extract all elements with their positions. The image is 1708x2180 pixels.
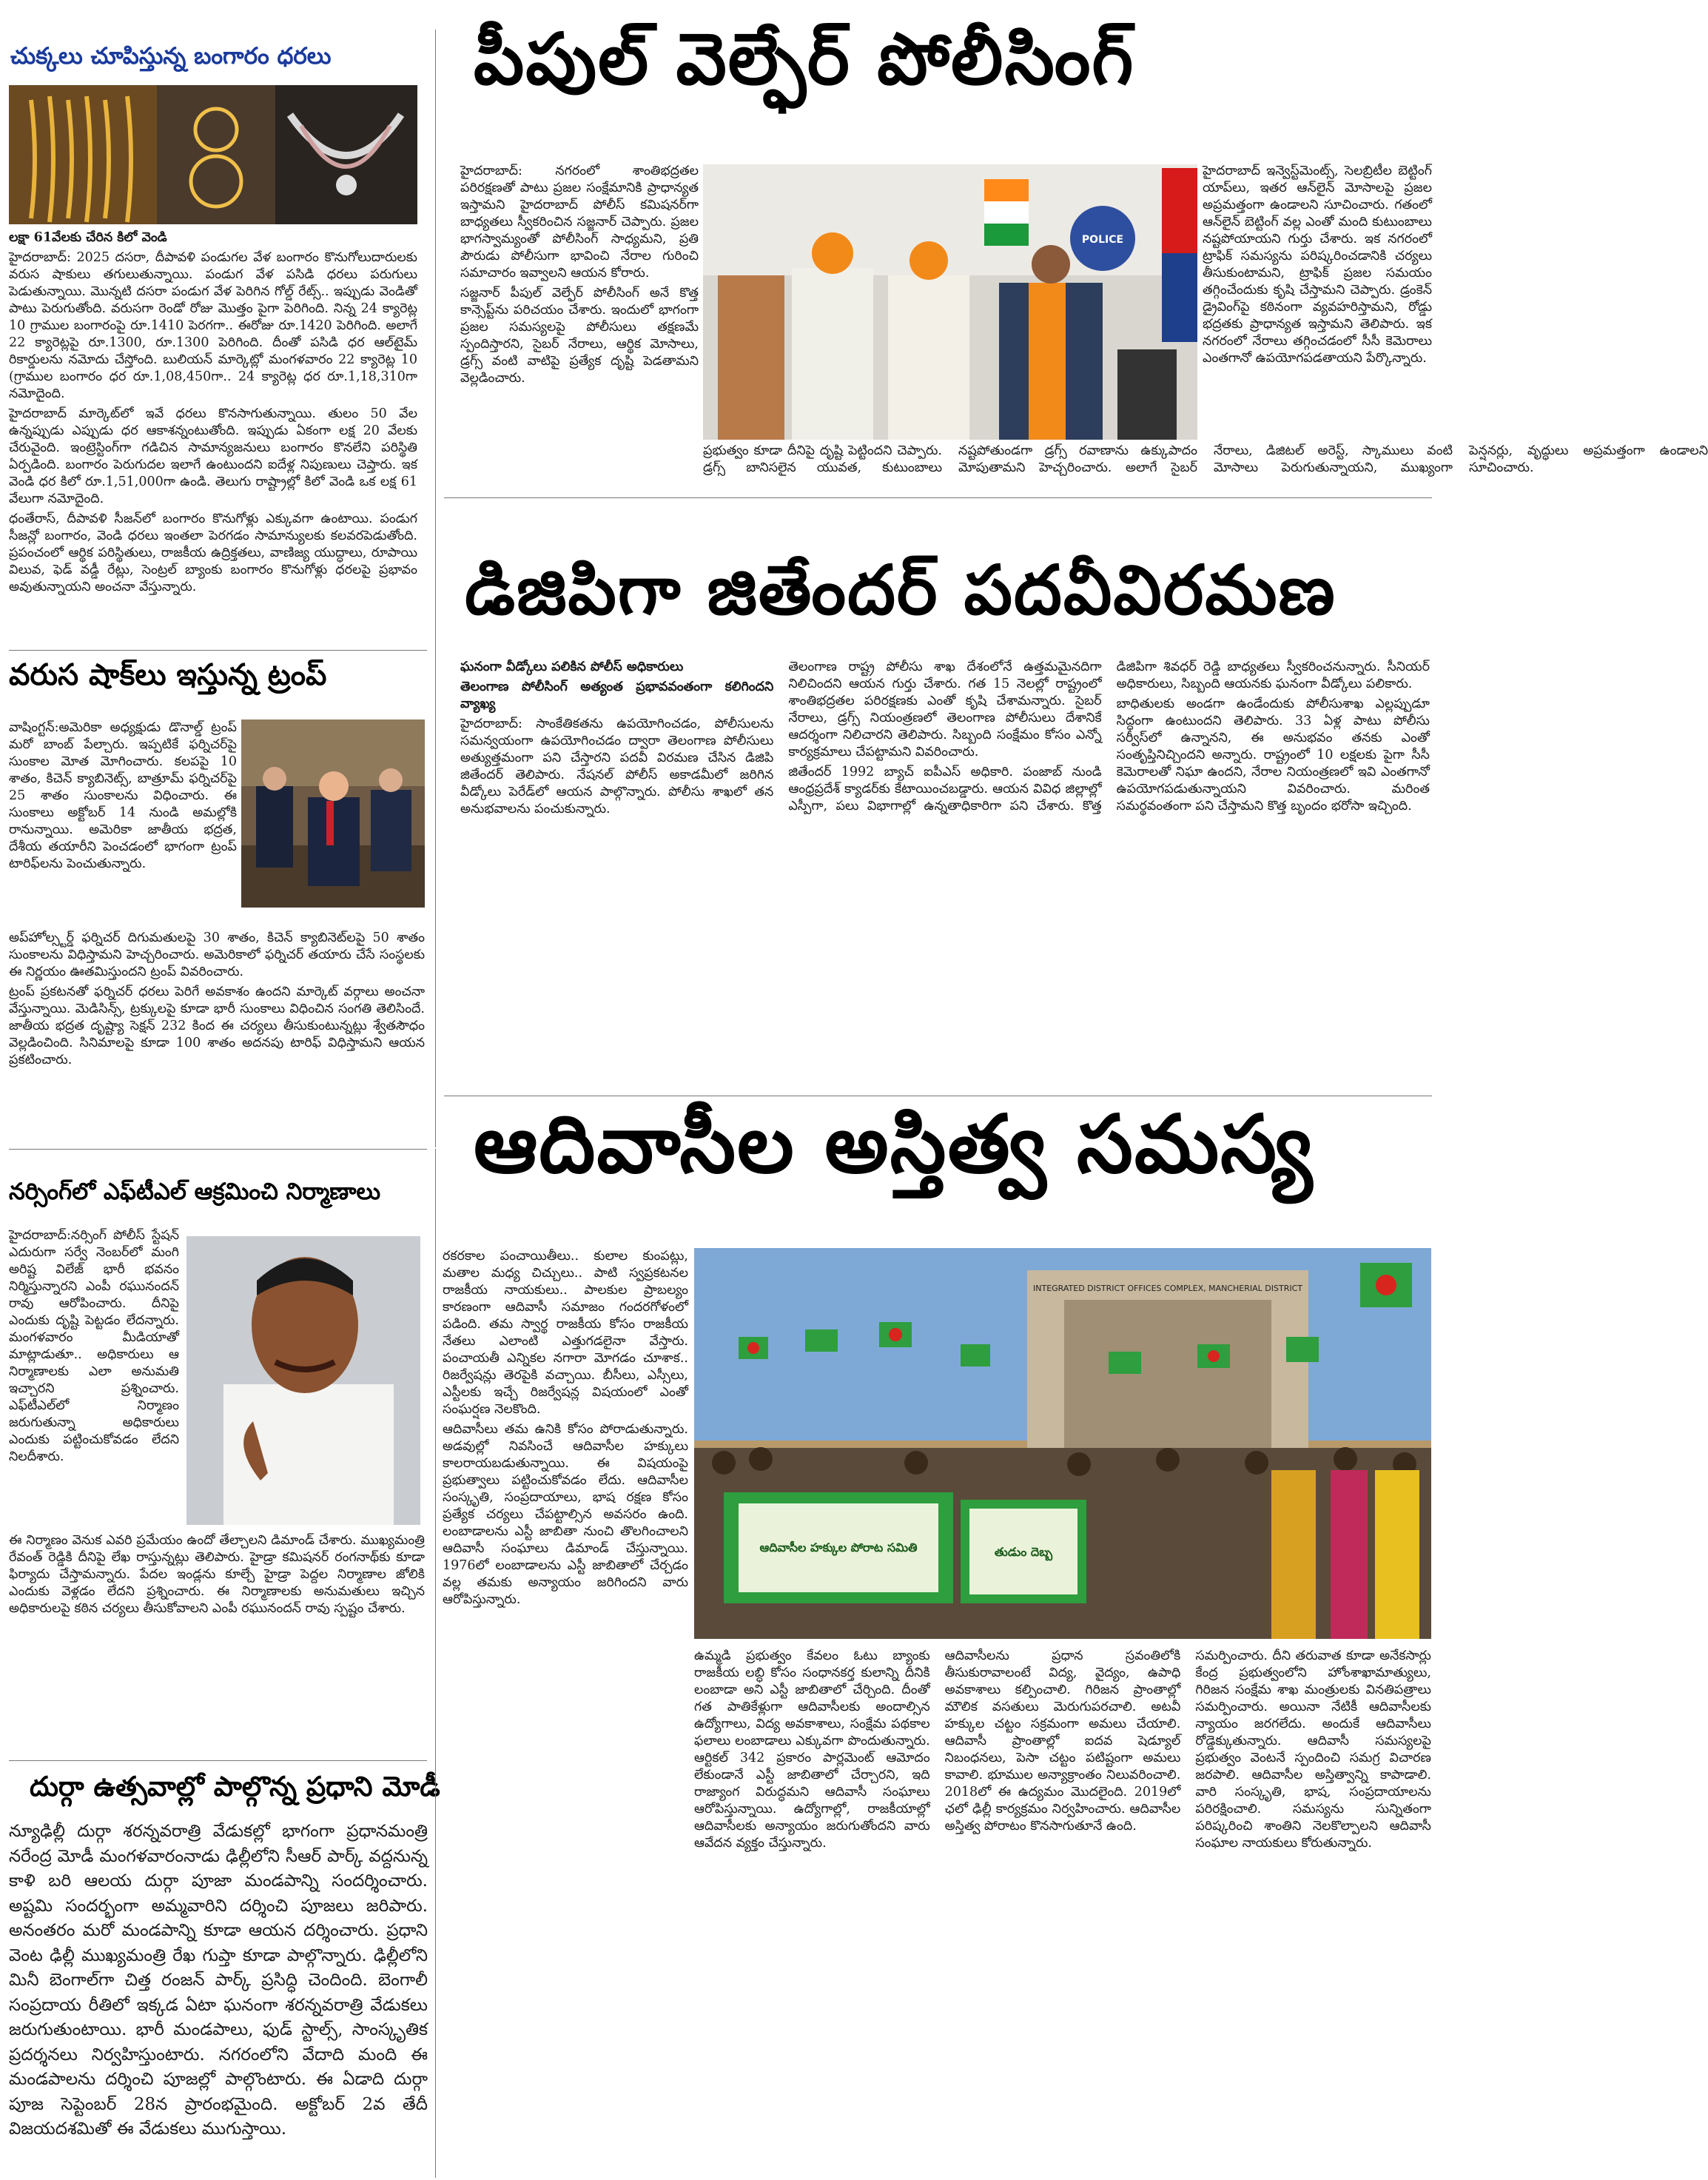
modi-article bbox=[9, 1820, 428, 2175]
gold-article bbox=[9, 229, 417, 648]
dgp-para-2: తెలంగాణ రాష్ట్ర పోలీసు శాఖ దేశంలోనే ఉత్తమమైనదిగా నిలిచిందని ఆయన గుర్తు చేశారు. గత 15 నెలల్లో రాష్ట్రంలో శాంతిభద్రతల పరిరక్షణకు ఎంతో కృషి చేశామన్నారు. సైబర్ నేరాలు, డ్రగ్స్ నియంత్రణలో తెలంగాణ పోలీసులు దేశానికే ఆదర్శంగా నిలిచారని తెలిపారు. సిబ్బంది సంక్షేమం కోసం ఎన్నో కార్యక్రమాలు చేపట్టామని వివరించారు. bbox=[788, 660, 1102, 759]
adivasi-left-column bbox=[443, 1248, 688, 1932]
trump-para-3: ట్రంప్ ప్రకటనతో ఫర్నిచర్ ధరలు పెరిగే అవకాశం ఉందని మార్కెట్ వర్గాలు అంచనా వేస్తున్నాయి. మెడిసిన్స్, ట్రక్కులపై కూడా భారీ సుంకాలు విధించిన సంగతి తెలిసిందే. జాతీయ భద్రత దృష్ట్యా సెక్షన్ 232 కింద ఈ చర్యలు తీసుకుంటున్నట్లు శ్వేతసౌధం వెల్లడించింది. సినిమాలపై కూడా 100 శాతం అదనపు టారిఫ్‌ విధిస్తామని ఆయన ప్రకటించారు. bbox=[9, 985, 425, 1067]
nursing-article-bottom bbox=[9, 1532, 425, 1754]
gold-para-1: హైదరాబాద్: 2025 దసరా, దీపావళి పండుగల వేళ బంగారం కొనుగోలుదారులకు వరుస షాకులు తగులుతున్నాయి. పండుగ వేళ పసిడి ధరలు పరుగులు పెడుతున్నాయి. మొన్నటి దసరా పండుగ వేళ పెరిగిన గోల్డ్ రేట్స్.. ఇప్పుడు వెండితో పాటు పెరుగుతోంది. వరుసగా రెండో రోజు మొత్తం పైగా పెరిగింది. నిన్న 24 క్యారెట్ల 10 గ్రాముల బంగారంపై రూ.1410 పెరగగా.. ఈరోజు రూ.1420 పెరిగింది. అలాగే 22 క్యారెట్లపై రూ.1300, రూ.1300 పెరిగింది. దీంతో పసిడి ధర ఆల్‌టైమ్ రికార్డులను నమోదు చేస్తోంది. బులియన్ మార్కెట్లో మంగళవారం 22 క్యారెట్ల 10 (గ్రాముల బంగారం ధర రూ.1,08,450గా.. 24 క్యారెట్ల ధర రూ.1,18,310గా నమోదైంది. bbox=[9, 250, 417, 401]
trump-article-bottom bbox=[9, 930, 425, 1144]
adivasi-para-5: సమర్పించారు. దీని తరువాత కూడా అనేకసార్లు కేంద్ర ప్రభుత్వంలోని హోంశాఖామాత్యులు, గిరిజన సంక్షేమ శాఖ మంత్రులకు వినతిపత్రాలు సమర్పించారు. అయినా నేటికీ ఆదివాసీలకు న్యాయం జరగలేదు. అందుకే ఆదివాసీలు రోడ్డెక్కుతున్నారు. ఆదివాసీ సమస్యలపై ప్రభుత్వం వెంటనే స్పందించి సమగ్ర విచారణ జరపాలి. ఆదివాసీల అస్తిత్వాన్ని కాపాడాలి. వారి సంస్కృతి, భాష, సంప్రదాయాలను పరిరక్షించాలి. సమస్యను సున్నితంగా పరిష్కరించి శాంతిని నెలకొల్పాలని ఆదివాసీ సంఘాల నాయకులు కోరుతున్నారు. bbox=[1195, 1649, 1431, 1851]
adivasi-para-2: ఆదివాసీలు తమ ఉనికి కోసం పోరాడుతున్నారు. అడవుల్లో నివసించే ఆదివాసీల హక్కులు కాలరాయబడుతున్నాయి. ఈ విషయంపై ప్రభుత్వాలు పట్టించుకోవడం లేదు. ఆదివాసీల సంస్కృతి, సంప్రదాయాలు, భాష రక్షణ కోసం ప్రత్యేక చర్యలు చేపట్టాల్సిన అవసరం ఉంది. లంబాడాలను ఎస్టీ జాబితా నుంచి తొలగించాలని ఆదివాసీ సంఘాలు డిమాండ్ చేస్తున్నాయి. 1976లో లంబాడాలను ఎస్టీ జాబితాలో చేర్చడం వల్ల తమకు అన్యాయం జరిగిందని వారు ఆరోపిస్తున్నారు. bbox=[443, 1422, 688, 1607]
gold-headline: చుక్కలు చూపిస్తున్న బంగారం ధరలు bbox=[10, 43, 332, 70]
police-para-2: సజ్జనార్ పీపుల్ వెల్ఫేర్ పోలీసింగ్ అనే కొత్త కాన్సెప్ట్‌ను పరిచయం చేశారు. ఇందులో భాగంగా ప్రజల సమస్యలపై పోలీసులు తక్షణమే స్పందిస్తారని, సైబర్ నేరాలు, ఆర్థిక మోసాలు, డ్రగ్స్ వంటి వాటిపై ప్రత్యేక దృష్టి పెడతామని వెల్లడించారు. bbox=[460, 286, 699, 386]
nursing-article-left bbox=[9, 1227, 179, 1532]
adivasi-protest-photo bbox=[694, 1248, 1431, 1639]
nursing-para-1: హైదరాబాద్:నర్సింగ్ పోలీస్ స్టేషన్ ఎదురుగా సర్వే నెంబర్‌లో మంగి అరిష్ట విలేజ్ భారీ భవనం నిర్మిస్తున్నారని ఎంపీ రఘునందన్ రావు ఆరోపించారు. దీనిపై ఎందుకు దృష్టి పెట్టడం లేదన్నారు. మంగళవారం మీడియాతో మాట్లాడుతూ.. అధికారులు ఆ నిర్మాణాలకు ఎలా అనుమతి ఇచ్చారని ప్రశ్నించారు. ఎఫ్‌టీఎల్‌లో నిర్మాణం జరుగుతున్నా అధికారులు ఎందుకు పట్టించుకోవడం లేదని నిలదీశారు. bbox=[9, 1228, 179, 1464]
police-para-3: ప్రభుత్వం కూడా దీనిపై దృష్టి పెట్టిందని చెప్పారు. డ్రగ్స్ బానిసలైన యువత, కుటుంబాలు నష్టపోతుండగా డ్రగ్స్ రవాణాను ఉక్కుపాదం మోపుతామని హెచ్చరించారు. అలాగే సైబర్ నేరాలు, డిజిటల్ అరెస్ట్, స్కాములు వంటి మోసాలు పెరుగుతున్నాయని, ముఖ్యంగా పెన్షనర్లు, వృద్ధులు అప్రమత్తంగా ఉండాలని సూచించారు. bbox=[703, 443, 1708, 475]
dgp-subhead-2: తెలంగాణ పోలీసింగ్ అత్యంత ప్రభావవంతంగా కలిగిందని వ్యాఖ్య bbox=[460, 680, 774, 711]
dgp-para-4: బాధితులకు అండగా ఉండేందుకు పోలీసుశాఖ ఎల్లప్పుడూ సిద్ధంగా ఉంటుందని తెలిపారు. 33 ఏళ్ల పాటు పోలీసు సర్వీస్‌లో ఉన్నానని, ఈ అనుభవం తనకు ఎంతో సంతృప్తినిచ్చిందని అన్నారు. రాష్ట్రంలో 10 లక్షలకు పైగా సీసీ కెమెరాలతో నిఘా ఉందని, నేరాల నియంత్రణలో ఇవి ఎంతగానో ఉపయోగపడుతున్నాయని వివరించారు. మరింత సమర్థవంతంగా పని చేస్తామని కొత్త బృందం భరోసా ఇచ్చింది. bbox=[1116, 697, 1430, 814]
trump-para-1: వాషింగ్టన్:అమెరికా అధ్యక్షుడు డొనాల్డ్ ట్రంప్ మరో బాంబ్ పేల్చారు. ఇప్పటికే ఫర్నిచర్‌పై సుంకాల మోత మోగించారు. కలపపై 10 శాతం, కిచెన్ క్యాబినెట్స్, బాత్రూమ్ ఫర్నిచర్‌పై 25 శాతం సుంకాలను విధించారు. ఈ సుంకాలు అక్టోబర్ 14 నుండి అమల్లోకి రానున్నాయి. అమెరికా జాతీయ భద్రత, దేశీయ తయారీని పెంచడంలో భాగంగా ట్రంప్ టారిఫ్‌లను పెంచుతున్నారు. bbox=[9, 720, 237, 871]
section-divider bbox=[9, 1149, 427, 1150]
police-logo-text: POLICE bbox=[1081, 234, 1124, 246]
police-para-4: హైదరాబాద్ ఇన్వెస్ట్‌మెంట్స్, సెలబ్రిటీల బెట్టింగ్ యాప్‌లు, ఇతర ఆన్‌లైన్ మోసాలపై ప్రజల అప్రమత్తంగా ఉండాలని సూచించారు. గతంలో ఆన్‌లైన్ బెట్టింగ్ వల్ల ఎంతో మంది కుటుంబాలు నష్టపోయాయని గుర్తు చేశారు. ఇక నగరంలో ట్రాఫిక్ సమస్యను పరిష్కరించడానికి చర్యలు తీసుకుంటామని, ట్రాఫిక్ ప్రజల సమయం తగ్గించేందుకు కృషి చేస్తామని చెప్పారు. డ్రంకెన్ డ్రైవింగ్‌పై కఠినంగా వ్యవహరిస్తామని, రోడ్డు భద్రతకు ప్రాధాన్యత ఇస్తామని తెలిపారు. ఇక నగరంలో నేరాలు తగ్గించడంలో సీసీ కెమెరాలు ఎంతగానో ఉపయోగపడతాయని పేర్కొన్నారు. bbox=[1203, 164, 1432, 366]
mp-raghunandan-photo bbox=[186, 1236, 420, 1525]
dgp-para-1: హైదరాబాద్: సాంకేతికతను ఉపయోగించడం, పోలీసులను సమన్వయంగా ఉపయోగించడం ద్వారా తెలంగాణ పోలీసులు అత్యుత్తమంగా పని చేస్తారని పదవీ విరమణ చేసిన డిజిపి జితేందర్ తెలిపారు. నేషనల్ పోలీస్ అకాడమీలో జరిగిన వీడ్కోలు పెరేడ్‌లో ఆయన పాల్గొన్నారు. పోలీసు శాఖలో తన అనుభవాలను పంచుకున్నారు. bbox=[460, 717, 774, 816]
trump-meeting-photo bbox=[241, 720, 425, 908]
gold-para-2: హైదరాబాద్ మార్కెట్‌లో ఇవే ధరలు కొనసాగుతున్నాయి. తులం 50 వేల ఉన్నప్పుడు ఎప్పుడు ధర ఆకాశన్నంటుతోంది. ఇప్పుడు ఏకంగా లక్ష 20 వేలకు చేరువైంది. ఇంట్రెస్టింగ్‌గా గడిచిన సామాన్యజనులు బంగారం కొనలేని పరిస్థితి ఏర్పడింది. బంగారం పెరుగుదల ఇలాగే ఉంటుందని ఐదేళ్ల నిపుణులు చెప్తారు. ఇక వెండి ధర కిలో రూ.1,51,000గా ఉండి. తెలుగు రాష్ట్రాల్లో కిలో వెండి ఒక లక్ష 61 వేలుగా నమోదైంది. bbox=[9, 406, 417, 506]
police-right-column bbox=[1203, 163, 1432, 489]
gold-lead: లక్షా 61వేలకు చేరిన కిలో వెండి bbox=[9, 230, 167, 245]
modi-para: న్యూఢిల్లీ దుర్గా శరన్నవరాత్రి వేడుకల్లో భాగంగా ప్రధానమంత్రి నరేంద్ర మోడీ మంగళవారంనాడు ఢిల్లీలోని సీఆర్ పార్క్ వద్దనున్న కాళి బరి ఆలయ దుర్గా పూజా మండపాన్ని సందర్శించారు. అష్టమి సందర్భంగా అమ్మవారిని దర్శించి పూజలు జరిపారు. అనంతరం మరో మండపాన్ని కూడా ఆయన దర్శించారు. ప్రధాని వెంట ఢిల్లీ ముఖ్యమంత్రి రేఖ గుప్తా కూడా పాల్గొన్నారు. ఢిల్లీలోని మినీ బెంగాల్‌గా చిత్త రంజన్ పార్క్ ప్రసిద్ధి చెందింది. బెంగాలీ సంప్రదాయ రీతిలో ఇక్కడ ఏటా ఘనంగా శరన్నవరాత్రి వేడుకలు జరుగుతుంటాయి. భారీ మండపాలు, ఫుడ్ స్టాల్స్, సాంస్కృతిక ప్రదర్శనలు నిర్వహిస్తుంటారు. నగరంలోని వేదాది మంది ఈ మండపాలను దర్శించి పూజల్లో పాల్గొంటారు. ఈ ఏడాది దుర్గా పూజ సెప్టెంబర్ 28న ప్రారంభమైంది. అక్టోబర్ 2వ తేదీ విజయదశమితో ఈ వేడుకలు ముగుస్తాయి. bbox=[9, 1822, 428, 2139]
section-divider bbox=[9, 1760, 427, 1761]
protest-banner-left-text: ఆదివాసీల హక్కుల పోరాట సమితి bbox=[759, 1540, 918, 1554]
column-divider bbox=[435, 1149, 436, 2178]
protest-banner-right-text: తుడుం దెబ్బ bbox=[994, 1545, 1053, 1559]
dgp-para-3: జితేందర్ 1992 బ్యాచ్ ఐపీఎస్ అధికారి. పంజాబ్ నుండి ఆంధ్రప్రదేశ్ క్యాడర్‌కు కేటాయించబడ్డారు. ఆయన వివిధ జిల్లాల్లో ఎస్పీగా, పలు విభాగాల్లో ఉన్నతాధికారిగా పని చేశారు. కొత్త డిజిపిగా శివధర్ రెడ్డి బాధ్యతలు స్వీకరించనున్నారు. సీనియర్ అధికారులు, సిబ్బంది ఆయనకు ఘనంగా వీడ్కోలు పలికారు. bbox=[788, 660, 1430, 814]
trump-article-top bbox=[9, 720, 237, 927]
gold-para-3: ధంతేరాస్, దీపావళి సీజన్‌లో బంగారం కొనుగోళ్లు ఎక్కువగా ఉంటాయి. పండుగ సీజన్లో బంగారం, వెండి ధరలు ఇంతలా పెరగడం సామాన్యులకు కలవరపెడుతోంది. ప్రపంచంలో ఆర్థిక పరిస్థితులు, రాజకీయ ఉద్రిక్తతలు, వాణిజ్య యుద్ధాలు, రూపాయి విలువ, ఫెడ్ వడ్డీ రేట్లు, సెంట్రల్ బ్యాంకు బంగారం కొనుగోళ్లు ధరలపై ప్రభావం అవుతున్నాయని అంచనా వేస్తున్నారు. bbox=[9, 512, 417, 594]
column-divider bbox=[435, 30, 436, 1147]
adivasi-para-1: రకరకాల పంచాయితీలు.. కులాల కుంపట్లు, మతాల మధ్య చిచ్చులు.. పాటి స్వప్రకటనల రాజకీయ నాయకులు.. పాలకుల ప్రాబల్యం కారణంగా ఆదివాసీ సమాజం గందరగోళంలో పడింది. తమ స్వార్థ రాజకీయ కోసం రాజకీయ నేతలు ఎలాంటి ఎత్తుగడలైనా వేస్తారు. పంచాయతీ ఎన్నికల నగారా మోగడం చూశాక.. రిజర్వేషన్లు తెరపైకి వచ్చాయి. బీసీలు, ఎస్సీలు, ఎస్టీలకు ఇచ్చే రిజర్వేషన్ల విషయంలో ఎంతో సంఘర్షణ నెలకొంది. bbox=[443, 1249, 688, 1417]
section-divider bbox=[9, 650, 427, 651]
building-sign-text: INTEGRATED DISTRICT OFFICES COMPLEX, MANCHERIAL DISTRICT bbox=[1033, 1284, 1302, 1293]
police-emblem bbox=[1070, 206, 1135, 271]
police-para-1: హైదరాబాద్: నగరంలో శాంతిభద్రతల పరిరక్షణతో పాటు ప్రజల సంక్షేమానికి ప్రాధాన్యత ఇస్తామని హైదరాబాద్ పోలీస్ కమిషనర్‌గా బాధ్యతలు స్వీకరించిన సజ్జనార్ చెప్పారు. ప్రజల భాగస్వామ్యంతో పోలీసింగ్ సాధ్యమని, ప్రతి పౌరుడు పోలీసుగా భావించి నేరాల గురించి సమాచారం ఇవ్వాలని ఆయన కోరారు. bbox=[460, 164, 699, 281]
police-headline: పీపుల్ వెల్ఫేర్ పోలీసింగ్ bbox=[474, 18, 1135, 101]
adivasi-bottom-columns bbox=[694, 1648, 1431, 2175]
trump-para-2: అప్‌హోల్స్టర్డ్ ఫర్నిచర్ దిగుమతులపై 30 శాతం, కిచెన్ క్యాబినెట్‌లపై 50 శాతం సుంకాలను విధిస్తామని హెచ్చరించారు. అమెరికాలో ఫర్నిచర్ తయారు చేసే సంస్థలకు ఈ నిర్ణయం ఊతమిస్తుందని ట్రంప్ వివరించారు. bbox=[9, 930, 425, 979]
police-bottom-columns bbox=[703, 443, 1708, 492]
dgp-headline: డిజిపిగా జితేందర్ పదవీవిరమణ bbox=[465, 551, 1337, 630]
trump-headline: వరుస షాక్‌లు ఇస్తున్న ట్రంప్ bbox=[9, 658, 327, 692]
nursing-headline: నర్సింగ్‌లో ఎఫ్‌టీఎల్ ఆక్రమించి నిర్మాణాలు bbox=[9, 1178, 381, 1205]
section-divider bbox=[444, 497, 1432, 498]
adivasi-headline: ఆదివాసీల అస్తిత్వ సమస్య bbox=[474, 1099, 1314, 1191]
adivasi-para-4: ఆదివాసీలను ప్రధాన స్రవంతిలోకి తీసుకురావాలంటే విద్య, వైద్యం, ఉపాధి అవకాశాలు కల్పించాలి. గిరిజన ప్రాంతాల్లో మౌలిక వసతులు మెరుగుపరచాలి. అటవీ హక్కుల చట్టం సక్రమంగా అమలు చేయాలి. ఆదివాసీ ప్రాంతాల్లో ఐదవ షెడ్యూల్ నిబంధనలు, పెసా చట్టం పటిష్టంగా అమలు కావాలి. భూముల అన్యాక్రాంతం నిలువరించాలి. 2018లో ఈ ఉద్యమం మొదలైంది. 2019లో ఛలో ఢిల్లీ కార్యక్రమం నిర్వహించారు. ఆదివాసీల అస్తిత్వ పోరాటం కొనసాగుతూనే ఉంది. bbox=[944, 1649, 1181, 1834]
nursing-para-2: ఈ నిర్మాణం వెనుక ఎవరి ప్రమేయం ఉందో తేల్చాలని డిమాండ్ చేశారు. ముఖ్యమంత్రి రేవంత్ రెడ్డికి దీనిపై లేఖ రాస్తున్నట్లు తెలిపారు. హైడ్రా కమిషనర్ రంగనాథ్‌కు కూడా ఫిర్యాదు చేస్తామన్నారు. పేదల ఇండ్లను కూల్చే హైడ్రా పెద్దల నిర్మాణాల జోలికి ఎందుకు వెళ్లడం లేదని ప్రశ్నించారు. ఈ నిర్మాణాలకు అనుమతులు ఇచ్చిన అధికారులపై కఠిన చర్యలు తీసుకోవాలని ఎంపీ రఘునందన్ రావు స్పష్టం చేశారు. bbox=[9, 1533, 425, 1616]
police-commissioner-photo bbox=[703, 164, 1197, 440]
gold-jewellery-photo bbox=[9, 85, 417, 224]
dgp-subhead-1: ఘనంగా వీడ్కోలు పలికిన పోలీస్ అధికారులు bbox=[460, 660, 684, 674]
adivasi-para-3: ఉమ్మడి ప్రభుత్వం కేవలం ఓటు బ్యాంకు రాజకీయ లబ్ధి కోసం సంధానకర్త కులాన్ని దీనికి లంబాడా అని ఎస్టీ జాబితాలో చేర్చింది. దీంతో గత పాతికేళ్లుగా ఆదివాసీలకు అందాల్సిన ఉద్యోగాలు, విద్య అవకాశాలు, సంక్షేమ పథకాల ఫలాలు లంబాడాలు ఎక్కువగా పొందుతున్నారు. ఆర్టికల్ 342 ప్రకారం పార్లమెంట్ ఆమోదం లేకుండానే ఎస్టీ జాబితాలో చేర్చారని, ఇది రాజ్యాంగ విరుద్ధమని ఆదివాసీ సంఘాలు ఆరోపిస్తున్నాయి. ఉద్యోగాల్లో, రాజకీయాల్లో ఆదివాసీలకు అన్యాయం జరుగుతోందని వారు ఆవేదన వ్యక్తం చేస్తున్నారు. bbox=[694, 1649, 930, 1851]
dgp-article bbox=[460, 659, 1430, 1147]
police-left-column bbox=[460, 163, 699, 489]
modi-headline: దుర్గా ఉత్సవాల్లో పాల్గొన్న ప్రధాని మోడీ bbox=[30, 1771, 440, 1802]
